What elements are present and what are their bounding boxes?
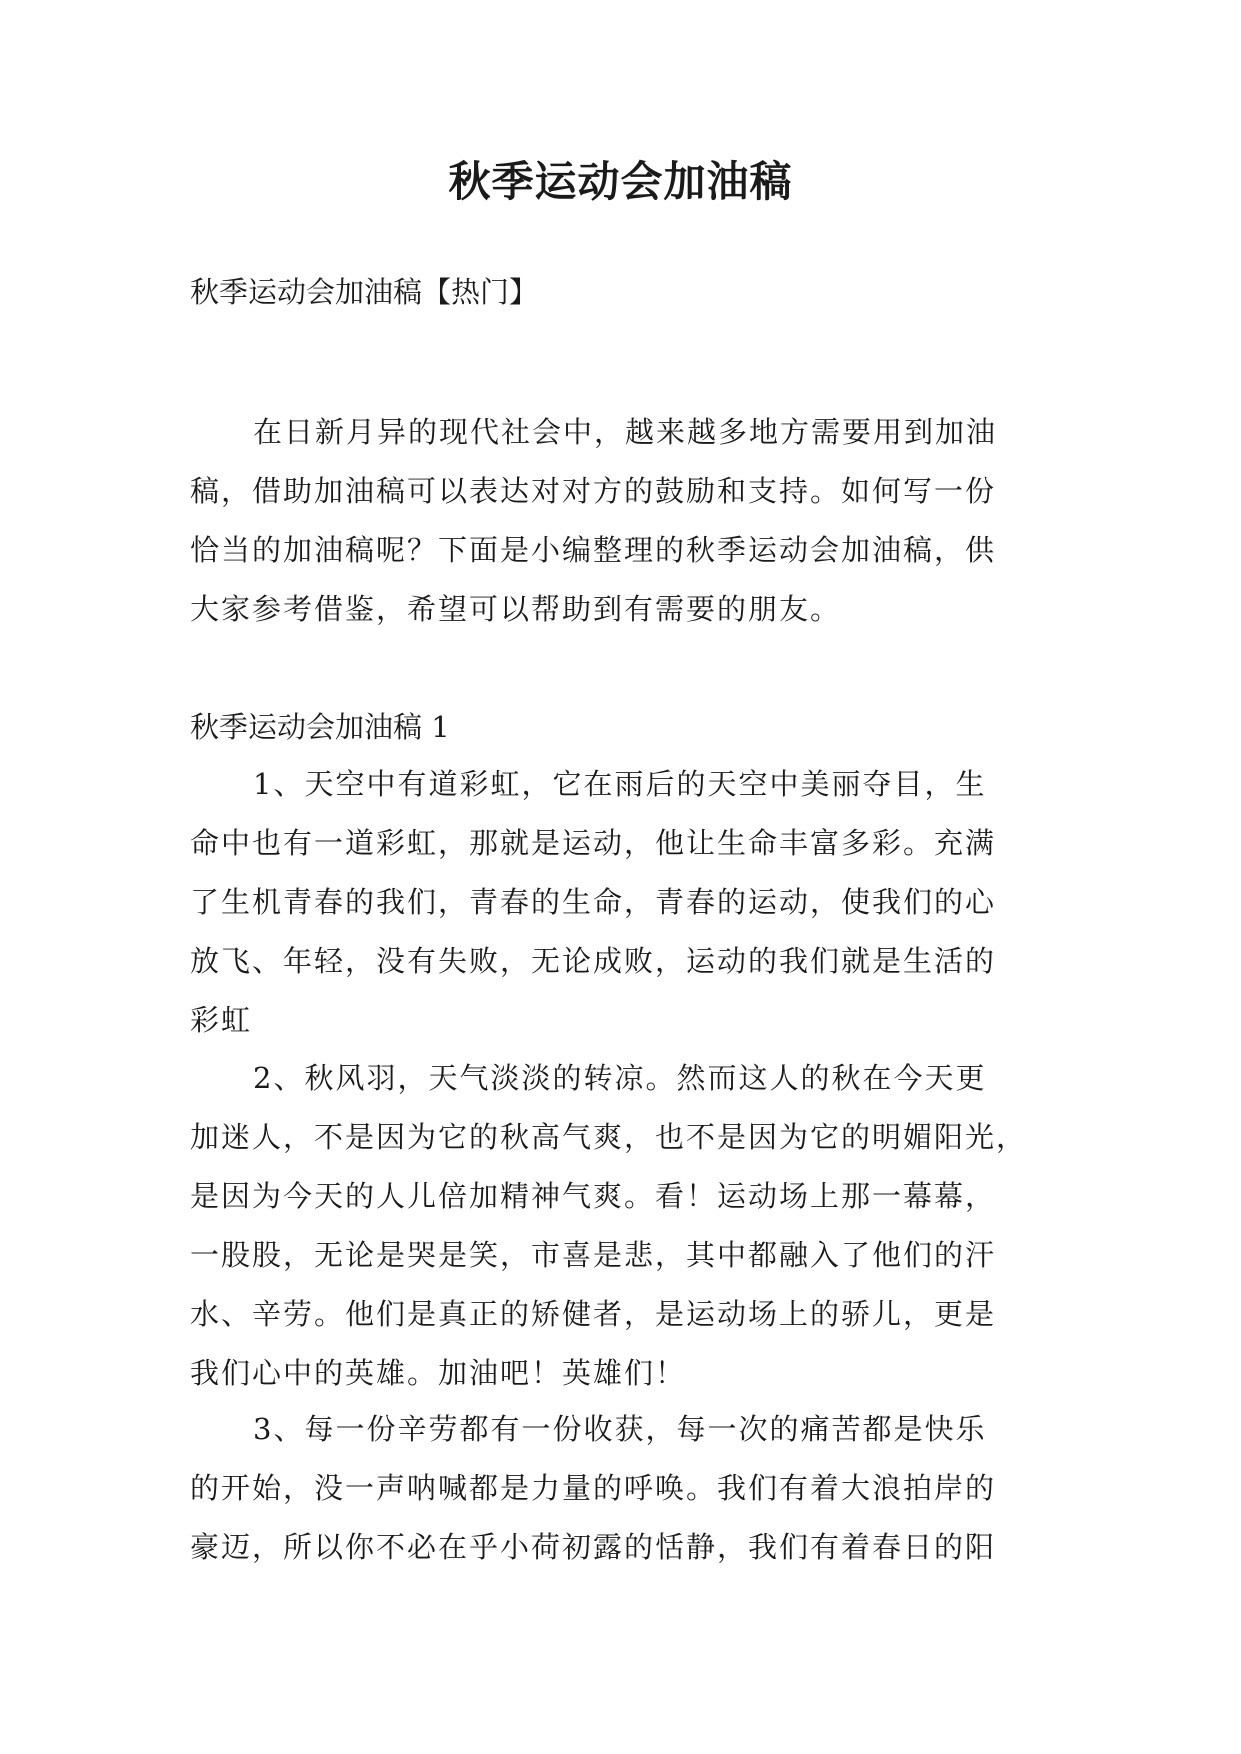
paragraph-line: 水、辛劳。他们是真正的矫健者，是运动场上的骄儿，更是	[190, 1297, 997, 1331]
intro-line: 恰当的加油稿呢？下面是小编整理的秋季运动会加油稿，供	[190, 533, 997, 567]
paragraph-line: 3、每一份辛劳都有一份收获，每一次的痛苦都是快乐	[253, 1412, 987, 1446]
paragraph-line: 彩虹	[190, 1003, 253, 1037]
paragraph-line: 了生机青春的我们，青春的生命，青春的运动，使我们的心	[190, 885, 997, 919]
paragraph-line: 1、天空中有道彩虹，它在雨后的天空中美丽夺目，生	[253, 767, 987, 801]
paragraph-line: 的开始，没一声呐喊都是力量的呼唤。我们有着大浪拍岸的	[190, 1471, 997, 1505]
paragraph-line: 加迷人，不是因为它的秋高气爽，也不是因为它的明媚阳光，	[190, 1120, 1028, 1154]
section-heading: 秋季运动会加油稿 1	[190, 710, 450, 744]
cheer-paragraph-3	[190, 1400, 1070, 1577]
intro-line: 大家参考借鉴，希望可以帮助到有需要的朋友。	[190, 592, 842, 626]
cheer-paragraph-2	[190, 1049, 1070, 1403]
document-subheading: 秋季运动会加油稿【热门】	[190, 275, 539, 309]
paragraph-line: 我们心中的英雄。加油吧！英雄们！	[190, 1356, 687, 1390]
intro-line: 稿，借助加油稿可以表达对对方的鼓励和支持。如何写一份	[190, 474, 997, 508]
paragraph-line: 命中也有一道彩虹，那就是运动，他让生命丰富多彩。充满	[190, 826, 997, 860]
cheer-paragraph-1	[190, 755, 1070, 1050]
page-title: 秋季运动会加油稿	[448, 157, 793, 206]
paragraph-line: 是因为今天的人儿倍加精神气爽。看！运动场上那一幕幕，	[190, 1179, 997, 1213]
intro-paragraph	[190, 403, 1070, 639]
paragraph-line: 放飞、年轻，没有失败，无论成败，运动的我们就是生活的	[190, 944, 997, 978]
intro-line: 在日新月异的现代社会中，越来越多地方需要用到加油	[253, 415, 998, 449]
paragraph-line: 一股股，无论是哭是笑，市喜是悲，其中都融入了他们的汗	[190, 1238, 997, 1272]
paragraph-line: 2、秋风羽，天气淡淡的转凉。然而这人的秋在今天更	[253, 1061, 987, 1095]
paragraph-line: 豪迈，所以你不必在乎小荷初露的恬静，我们有着春日的阳	[190, 1530, 997, 1564]
